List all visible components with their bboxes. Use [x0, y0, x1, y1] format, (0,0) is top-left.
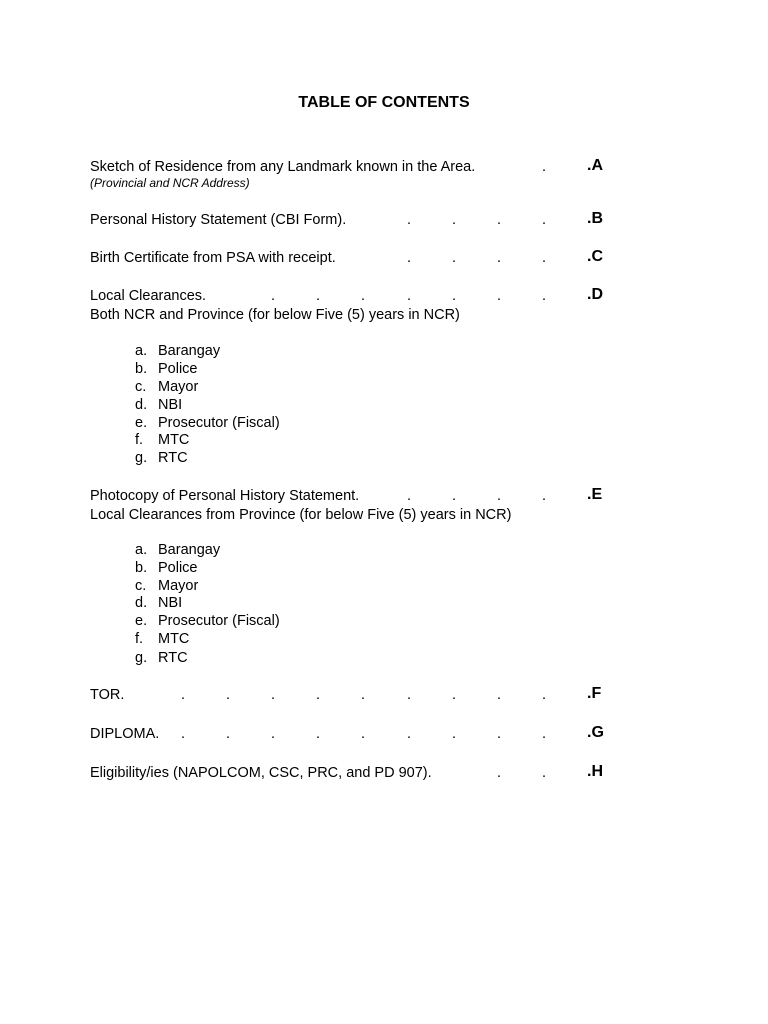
leader-dot: .: [271, 726, 276, 742]
toc-entry-g-text: DIPLOMA.: [90, 726, 160, 742]
list-item-marker: c.: [135, 379, 147, 395]
leader-dot: .: [542, 687, 547, 703]
toc-entry-f-text: TOR.: [90, 687, 125, 703]
list-item: MTC: [158, 432, 190, 448]
leader-dot: .: [452, 288, 457, 304]
list-item-marker: b.: [135, 361, 148, 377]
list-item: RTC: [158, 450, 188, 466]
list-item-marker: e.: [135, 415, 148, 431]
toc-entry-e-letter: .E: [587, 486, 603, 503]
list-item-marker: g.: [135, 450, 148, 466]
leader-dot: .: [181, 726, 186, 742]
leader-dot: .: [316, 726, 321, 742]
leader-dot: .: [361, 687, 366, 703]
leader-dot: .: [452, 488, 457, 504]
toc-entry-b-text: Personal History Statement (CBI Form).: [90, 212, 347, 228]
leader-dot: .: [452, 687, 457, 703]
page-title: TABLE OF CONTENTS: [298, 94, 470, 111]
leader-dot: .: [407, 726, 412, 742]
leader-dot: .: [271, 288, 276, 304]
list-item-marker: d.: [135, 397, 148, 413]
list-item-marker: f.: [135, 432, 144, 448]
toc-entry-c-text: Birth Certificate from PSA with receipt.: [90, 250, 336, 266]
list-item: Police: [158, 560, 198, 576]
leader-dot: .: [497, 726, 502, 742]
toc-entry-e-note: Local Clearances from Province (for below Five (5) years in NCR): [90, 507, 512, 523]
toc-entry-b-letter: .B: [587, 210, 603, 227]
leader-dot: .: [497, 488, 502, 504]
leader-dot: .: [452, 250, 457, 266]
toc-entry-f-letter: .F: [587, 685, 602, 702]
leader-dot: .: [226, 726, 231, 742]
list-item: Mayor: [158, 379, 199, 395]
toc-entry-h-letter: .H: [587, 763, 603, 780]
leader-dot: .: [407, 250, 412, 266]
list-item-marker: c.: [135, 578, 147, 594]
leader-dot: .: [542, 212, 547, 228]
toc-entry-g-letter: .G: [587, 724, 604, 741]
leader-dot: .: [542, 488, 547, 504]
list-item-marker: a.: [135, 343, 148, 359]
toc-entry-d-letter: .D: [587, 286, 603, 303]
list-item: NBI: [158, 595, 183, 611]
list-item-marker: g.: [135, 650, 148, 666]
leader-dot: .: [497, 687, 502, 703]
leader-dot: .: [542, 250, 547, 266]
leader-dot: .: [542, 765, 547, 781]
leader-dot: .: [497, 288, 502, 304]
leader-dot: .: [361, 726, 366, 742]
list-item: RTC: [158, 650, 188, 666]
list-item-marker: e.: [135, 613, 148, 629]
leader-dot: .: [497, 212, 502, 228]
leader-dot: .: [181, 687, 186, 703]
list-item-marker: a.: [135, 542, 148, 558]
list-item: MTC: [158, 631, 190, 647]
toc-entry-h-text: Eligibility/ies (NAPOLCOM, CSC, PRC, and PD 907).: [90, 765, 432, 781]
leader-dot: .: [316, 687, 321, 703]
leader-dot: .: [542, 726, 547, 742]
leader-dot: .: [271, 687, 276, 703]
list-item: Barangay: [158, 542, 221, 558]
list-item: Prosecutor (Fiscal): [158, 613, 280, 629]
toc-entry-a-text: Sketch of Residence from any Landmark known in the Area.: [90, 159, 476, 175]
leader-dot: .: [407, 488, 412, 504]
leader-dot: .: [226, 687, 231, 703]
toc-entry-d-note: Both NCR and Province (for below Five (5) years in NCR): [90, 307, 460, 323]
toc-entry-a-letter: .A: [587, 157, 603, 174]
leader-dot: .: [407, 687, 412, 703]
leader-dot: .: [542, 288, 547, 304]
leader-dot: .: [361, 288, 366, 304]
leader-dot: .: [316, 288, 321, 304]
list-item-marker: b.: [135, 560, 148, 576]
list-item: NBI: [158, 397, 183, 413]
list-item-marker: f.: [135, 631, 144, 647]
list-item: Barangay: [158, 343, 221, 359]
list-item-marker: d.: [135, 595, 148, 611]
leader-dot: .: [407, 212, 412, 228]
toc-entry-e-text: Photocopy of Personal History Statement.: [90, 488, 360, 504]
leader-dot: .: [407, 288, 412, 304]
toc-entry-a-subnote: (Provincial and NCR Address): [90, 176, 250, 190]
leader-dot: .: [452, 726, 457, 742]
toc-entry-c-letter: .C: [587, 248, 603, 265]
leader-dot: .: [497, 765, 502, 781]
leader-dot: .: [542, 159, 547, 175]
list-item: Prosecutor (Fiscal): [158, 415, 280, 431]
leader-dot: .: [497, 250, 502, 266]
list-item: Mayor: [158, 578, 199, 594]
leader-dot: .: [452, 212, 457, 228]
toc-entry-d-text: Local Clearances.: [90, 288, 207, 304]
list-item: Police: [158, 361, 198, 377]
